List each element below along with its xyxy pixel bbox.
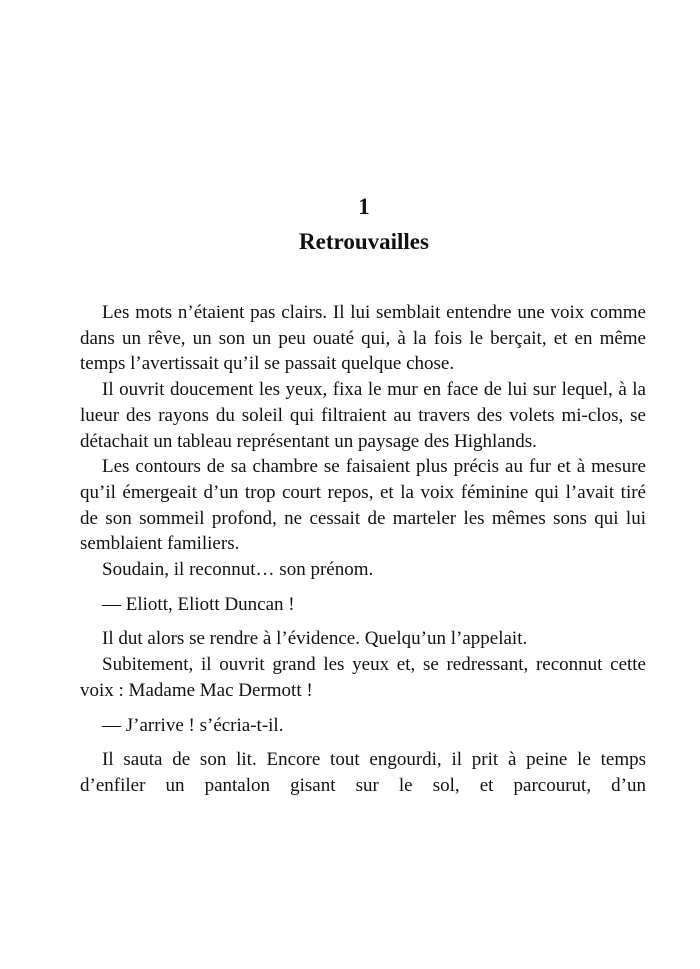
chapter-body: [80, 300, 646, 799]
paragraph: Il sauta de son lit. Encore tout engourdi, il prit à peine le temps d’enfiler un pantalon gisant sur le sol, et parcourut, d’un: [80, 749, 646, 796]
paragraph: Il ouvrit doucement les yeux, fixa le mur en face de lui sur lequel, à la lueur des rayons du soleil qui filtraient au travers des volets mi-clos, se détachait un tableau représentant un paysage des Highlands.: [80, 379, 646, 452]
paragraph: Subitement, il ouvrit grand les yeux et, se redressant, reconnut cette voix : Madame Mac Dermott !: [80, 654, 646, 701]
dialogue-line: — J’arrive ! s’écria-t-il.: [102, 714, 284, 736]
paragraph: Il dut alors se rendre à l’évidence. Quelqu’un l’appelait.: [102, 628, 528, 650]
chapter-number: 1: [358, 194, 370, 219]
paragraph: Les mots n’étaient pas clairs. Il lui semblait entendre une voix comme dans un rêve, un son un peu ouaté qui, à la fois le berçait, et en même temps l’avertissait qu’il se passait quelque chose.: [80, 302, 646, 375]
paragraph: Les contours de sa chambre se faisaient plus précis au fur et à mesure qu’il émergeait d’un trop court repos, et la voix féminine qui l’avait tiré de son sommeil profond, ne cessait de marteler les mêmes sons qui lui semblaient familiers.: [80, 456, 646, 555]
paragraph: Soudain, il reconnut… son prénom.: [102, 559, 374, 581]
dialogue-line: — Eliott, Eliott Duncan !: [102, 593, 295, 615]
chapter-title: Retrouvailles: [299, 229, 429, 254]
